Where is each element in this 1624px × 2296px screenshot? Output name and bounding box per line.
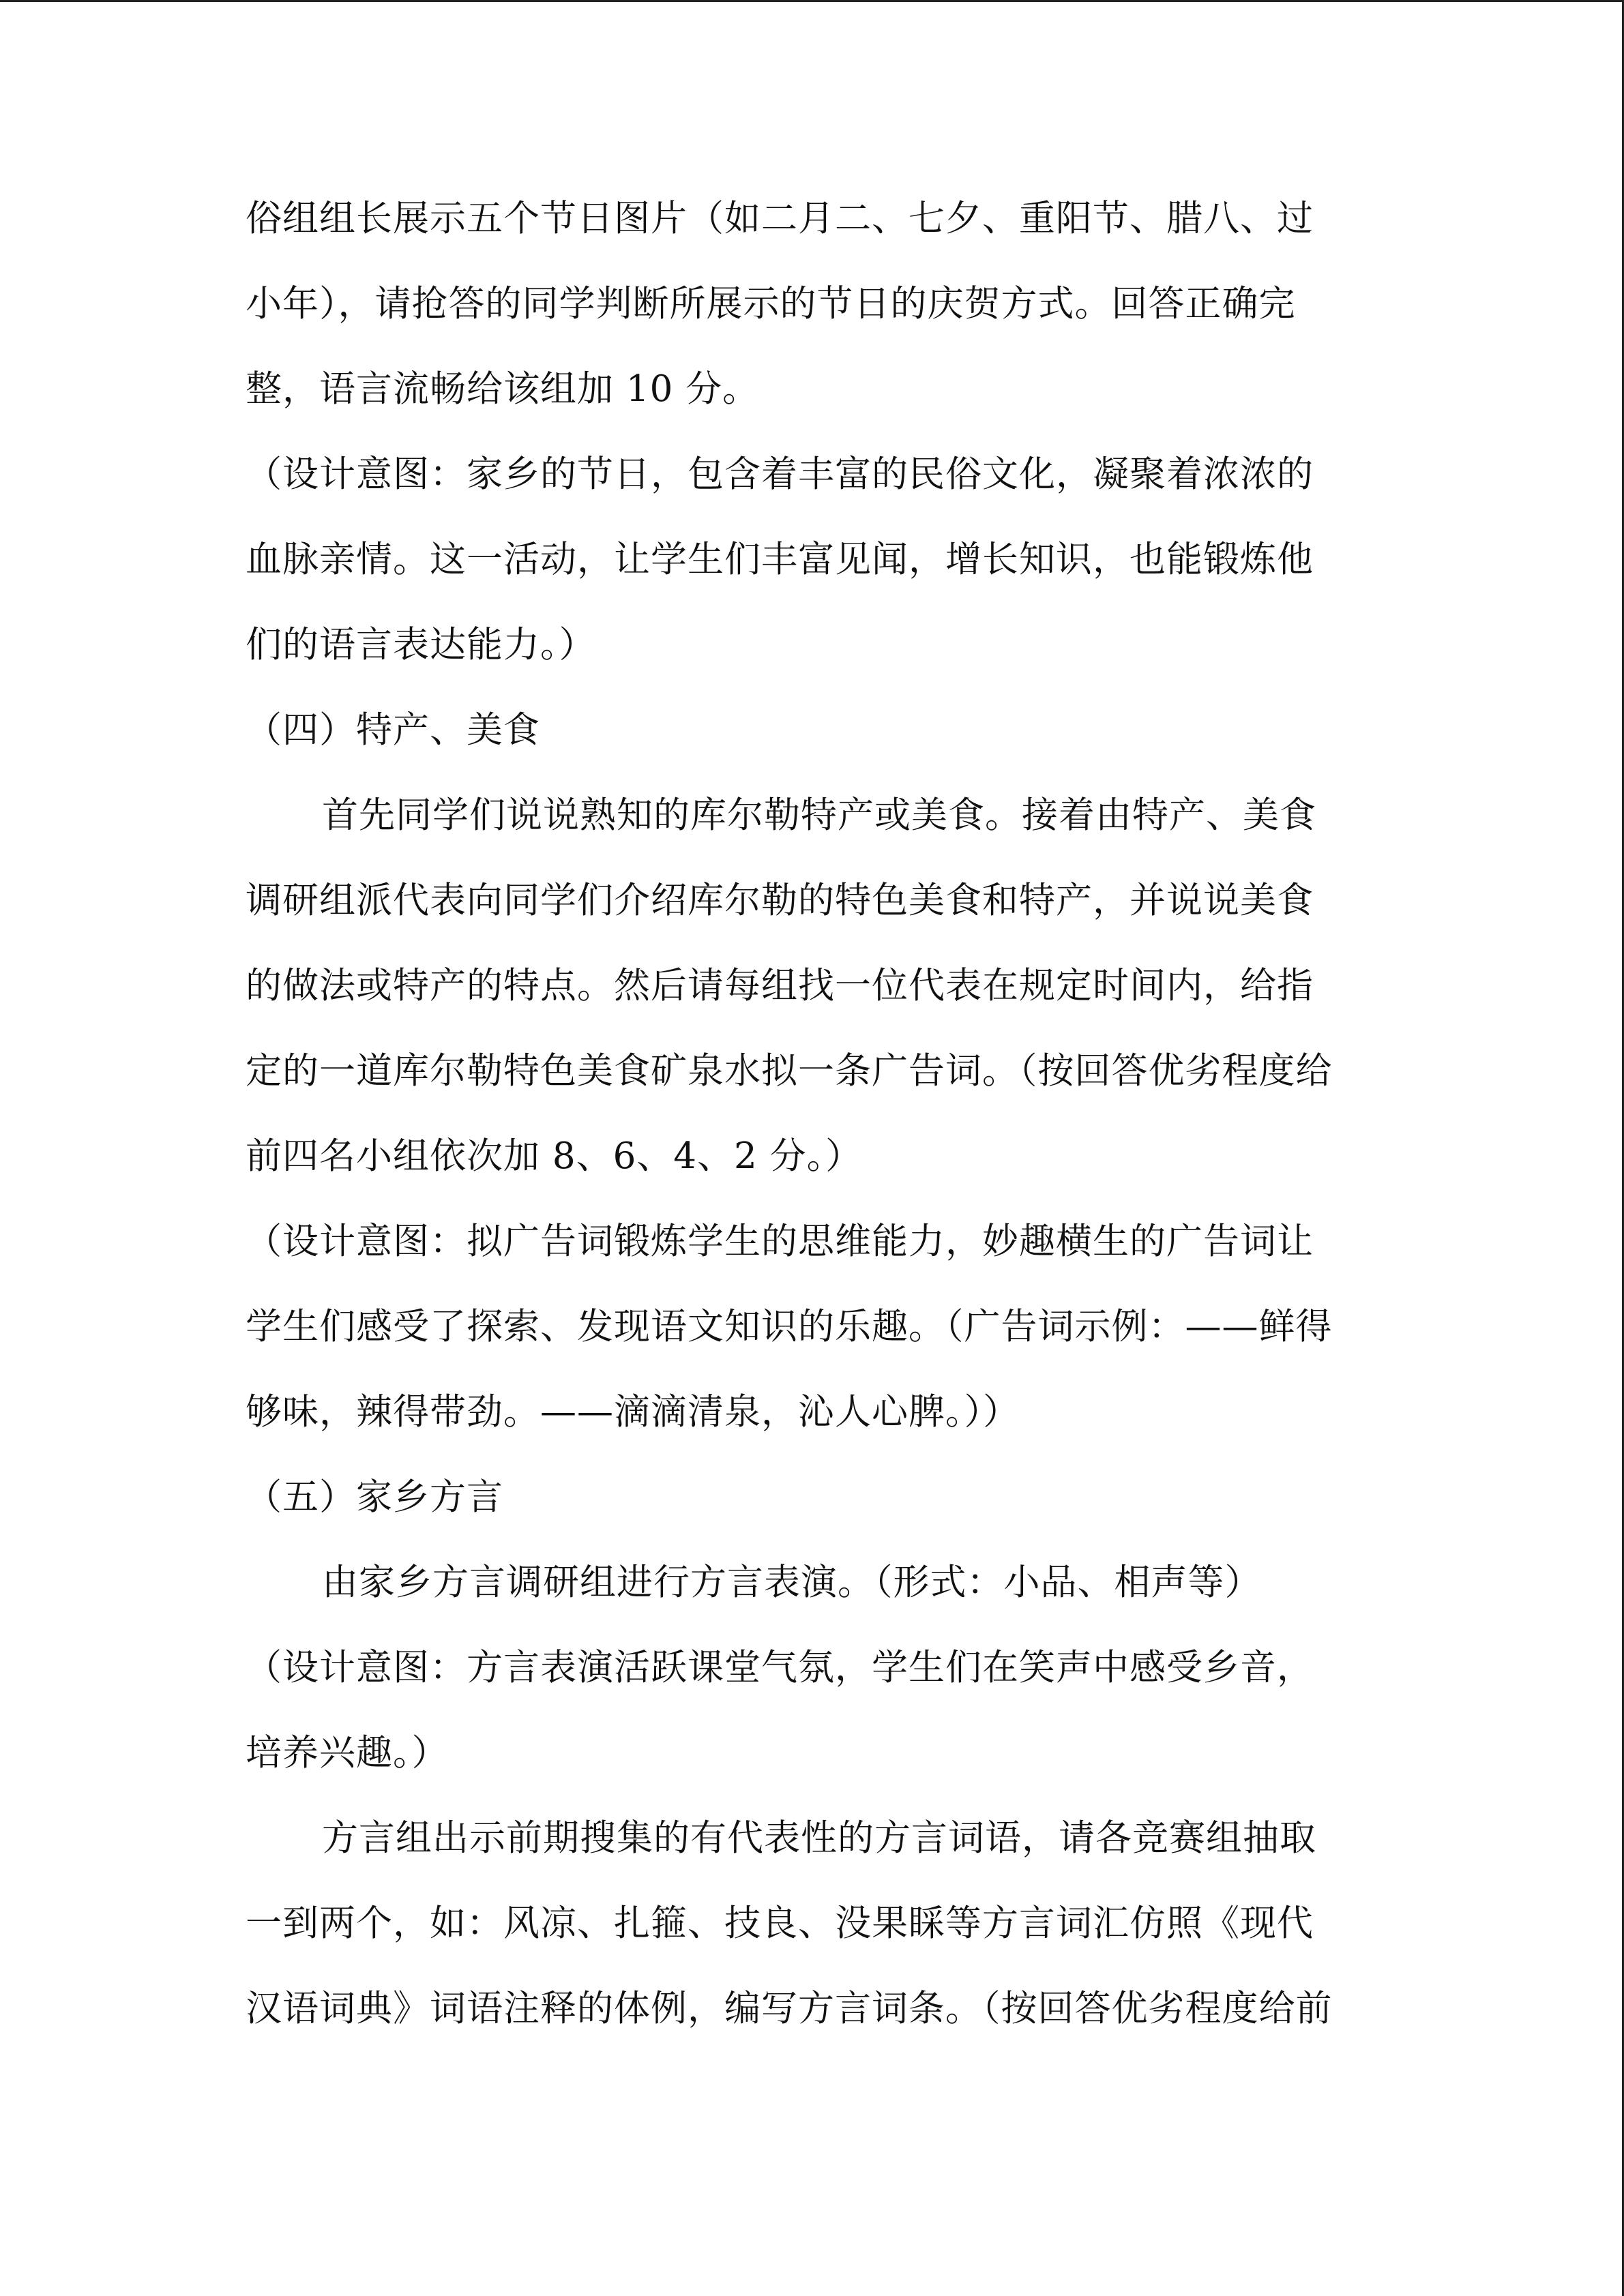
design-intent-line: （设计意图：家乡的节日，包含着丰富的民俗文化，凝聚着浓浓的	[246, 453, 1314, 495]
design-intent-line: （设计意图：方言表演活跃课堂气氛，学生们在笑声中感受乡音，	[246, 1647, 1314, 1688]
design-intent-line: 培养兴趣。）	[246, 1732, 449, 1774]
paragraph-line: 方言组出示前期搜集的有代表性的方言词语，请各竞赛组抽取	[322, 1817, 1316, 1859]
paragraph-line: 汉语词典》词语注释的体例，编写方言词条。（按回答优劣程度给前	[246, 1988, 1333, 2029]
design-intent-line: 血脉亲情。这一活动，让学生们丰富见闻，增长知识，也能锻炼他	[246, 539, 1314, 580]
paragraph-line: 小年），请抢答的同学判断所展示的节日的庆贺方式。回答正确完	[246, 283, 1296, 325]
paragraph-line: 的做法或特产的特点。然后请每组找一位代表在规定时间内，给指	[246, 965, 1314, 1007]
paragraph-line: 定的一道库尔勒特色美食矿泉水拟一条广告词。（按回答优劣程度给	[246, 1050, 1333, 1092]
paragraph-line: 一到两个，如：风凉、扎箍、技良、没果睬等方言词汇仿照《现代	[246, 1903, 1314, 1944]
section-heading-specialties: （四）特产、美食	[246, 709, 540, 751]
design-intent-line: 们的语言表达能力。）	[246, 624, 596, 666]
design-intent-line: （设计意图：拟广告词锻炼学生的思维能力，妙趣横生的广告词让	[246, 1221, 1314, 1262]
paragraph-line: 整，语言流畅给该组加 10 分。	[246, 368, 760, 410]
paragraph-line: 前四名小组依次加 8、6、4、2 分。）	[246, 1135, 863, 1177]
paragraph-line: 由家乡方言调研组进行方言表演。（形式：小品、相声等）	[322, 1562, 1262, 1603]
section-heading-dialect: （五）家乡方言	[246, 1476, 503, 1518]
design-intent-line: 学生们感受了探索、发现语文知识的乐趣。（广告词示例：——鲜得	[246, 1306, 1333, 1347]
paragraph-line: 调研组派代表向同学们介绍库尔勒的特色美食和特产，并说说美食	[246, 880, 1314, 921]
paragraph-line: 首先同学们说说熟知的库尔勒特产或美食。接着由特产、美食	[322, 794, 1316, 836]
design-intent-line: 够味，辣得带劲。——滴滴清泉，沁人心脾。））	[246, 1391, 1020, 1433]
paragraph-line: 俗组组长展示五个节日图片（如二月二、七夕、重阳节、腊八、过	[246, 198, 1314, 239]
